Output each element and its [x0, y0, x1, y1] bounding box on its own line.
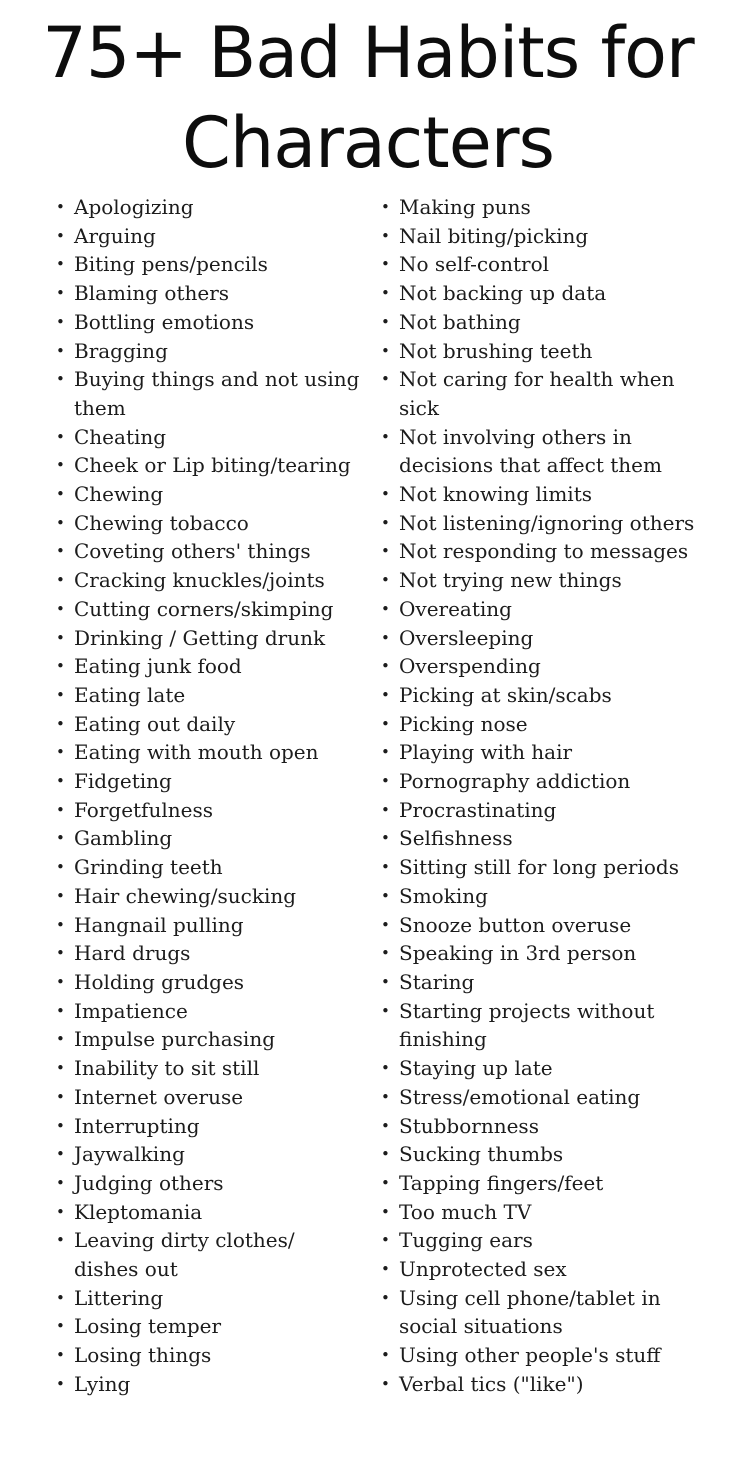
list-item-text: • Stress/emotional eating	[399, 1084, 641, 1109]
list-item	[381, 1169, 701, 1198]
list-item	[56, 968, 361, 997]
list-item-text: • Overspending	[399, 654, 541, 679]
list-item	[56, 279, 361, 308]
list-item	[56, 738, 361, 767]
list-item	[56, 595, 361, 624]
list-item	[56, 250, 361, 279]
list-item-text: • Tapping fingers/feet	[399, 1170, 604, 1195]
list-item	[381, 365, 701, 422]
list-item	[56, 681, 361, 710]
list-item-text: • Bottling emotions	[74, 309, 255, 334]
list-item	[381, 1112, 701, 1141]
list-item-text: • Impulse purchasing	[74, 1027, 275, 1052]
list-item-text: • Eating late	[74, 682, 186, 707]
list-item	[56, 1226, 361, 1283]
list-item	[381, 337, 701, 366]
list-item-text: • Not involving others in decisions that affect them	[399, 424, 662, 478]
list-item-text: • Arguing	[74, 223, 156, 248]
list-item-text: • Cheek or Lip biting/tearing	[74, 453, 351, 478]
list-item	[381, 222, 701, 251]
list-item	[381, 882, 701, 911]
list-item-text: • Buying things and not using them	[74, 367, 360, 420]
list-item	[56, 480, 361, 509]
list-item-text: • Selfishness	[399, 826, 513, 851]
list-item-text: • Eating out daily	[74, 711, 236, 736]
list-item	[381, 1083, 701, 1112]
list-item-text: • Using cell phone/tablet in social situations	[399, 1285, 661, 1339]
list-item	[56, 1025, 361, 1054]
list-item-text: • Drinking / Getting drunk	[74, 625, 326, 650]
list-item	[381, 308, 701, 337]
list-item-text: • Starting projects without finishing	[399, 998, 655, 1052]
list-item	[56, 193, 361, 222]
list-item-text: • Not caring for health when sick	[399, 367, 675, 420]
list-item	[381, 1255, 701, 1284]
list-item-text: • Snooze button overuse	[399, 912, 632, 937]
list-item	[381, 796, 701, 825]
title-line-1: 75+ Bad Habits for	[42, 12, 694, 94]
list-item	[56, 853, 361, 882]
list-item	[381, 1341, 701, 1370]
habits-list-left	[56, 193, 361, 1399]
list-item	[56, 1341, 361, 1370]
list-item	[381, 738, 701, 767]
list-item	[56, 710, 361, 739]
list-item-text: • Jaywalking	[74, 1142, 185, 1167]
list-item-text: • Gambling	[74, 826, 173, 851]
list-item-text: • Using other people's stuff	[399, 1343, 661, 1368]
list-item-text: • Making puns	[399, 195, 531, 219]
list-item	[56, 767, 361, 796]
page-title	[0, 8, 736, 188]
list-item	[56, 939, 361, 968]
list-item	[56, 652, 361, 681]
list-item	[56, 423, 361, 452]
list-item	[56, 308, 361, 337]
list-item	[381, 423, 701, 480]
list-item-text: • Tugging ears	[399, 1228, 533, 1253]
list-item-text: • Hair chewing/sucking	[74, 883, 297, 908]
list-item	[381, 710, 701, 739]
list-item-text: • Cheating	[74, 424, 167, 449]
list-item	[56, 451, 361, 480]
list-item-text: • Speaking in 3rd person	[399, 941, 637, 966]
list-item	[381, 595, 701, 624]
list-item-text: • Littering	[74, 1285, 164, 1310]
list-item-text: • Fidgeting	[74, 769, 172, 794]
list-item	[381, 624, 701, 653]
list-item-text: • Not listening/ignoring others	[399, 510, 695, 535]
list-item	[56, 1054, 361, 1083]
list-item-text: • Bragging	[74, 338, 168, 363]
list-item-text: • Coveting others' things	[74, 539, 311, 564]
list-item	[381, 939, 701, 968]
list-item-text: • Grinding teeth	[74, 855, 223, 880]
list-item	[56, 1083, 361, 1112]
list-item	[56, 824, 361, 853]
list-item	[56, 911, 361, 940]
list-item-text: • Too much TV	[399, 1199, 532, 1224]
list-item-text: • Nail biting/picking	[399, 223, 589, 248]
list-item-text: • Eating with mouth open	[74, 740, 319, 765]
list-item	[381, 853, 701, 882]
list-item	[56, 537, 361, 566]
list-item-text: • Judging others	[74, 1170, 224, 1195]
list-item	[56, 365, 361, 422]
list-item-text: • Not brushing teeth	[399, 338, 593, 363]
list-item-text: • Lying	[74, 1371, 131, 1396]
list-item-text: • Verbal tics ("like")	[399, 1371, 584, 1396]
list-item-text: • Oversleeping	[399, 625, 534, 650]
list-item	[381, 1140, 701, 1169]
list-item	[56, 1312, 361, 1341]
list-item-text: • Interrupting	[74, 1113, 200, 1138]
list-item	[56, 796, 361, 825]
list-item	[56, 1169, 361, 1198]
list-item-text: • Losing things	[74, 1343, 212, 1368]
list-item	[381, 509, 701, 538]
list-item-text: • No self-control	[399, 252, 549, 277]
list-item-text: • Holding grudges	[74, 969, 245, 994]
list-item-text: • Picking at skin/scabs	[399, 682, 612, 707]
list-item-text: • Chewing	[74, 482, 164, 507]
list-item-text: • Biting pens/pencils	[74, 252, 268, 277]
list-item	[56, 1112, 361, 1141]
list-item-text: • Leaving dirty clothes/ dishes out	[74, 1228, 295, 1282]
list-item	[381, 681, 701, 710]
list-item-text: • Sitting still for long periods	[399, 855, 679, 880]
list-item-text: • Playing with hair	[399, 740, 573, 765]
list-item-text: • Chewing tobacco	[74, 510, 249, 535]
list-item-text: • Losing temper	[74, 1314, 222, 1339]
list-item	[56, 337, 361, 366]
list-item	[381, 997, 701, 1054]
list-item-text: • Picking nose	[399, 711, 528, 736]
list-item	[381, 279, 701, 308]
list-item	[56, 509, 361, 538]
list-item-text: • Staring	[399, 969, 475, 994]
list-item	[56, 1284, 361, 1313]
list-item-text: • Eating junk food	[74, 654, 242, 679]
list-item	[381, 1284, 701, 1341]
list-item	[56, 1140, 361, 1169]
list-item	[381, 537, 701, 566]
list-item	[381, 1054, 701, 1083]
list-item	[381, 1370, 701, 1399]
list-item-text: • Procrastinating	[399, 797, 557, 822]
list-item	[381, 1226, 701, 1255]
list-item-text: • Not responding to messages	[399, 539, 689, 564]
list-item-text: • Stubbornness	[399, 1113, 539, 1138]
list-item-text: • Hard drugs	[74, 941, 191, 966]
list-item	[56, 1198, 361, 1227]
list-item	[381, 480, 701, 509]
habits-list-right	[381, 193, 701, 1399]
list-item	[56, 882, 361, 911]
list-item	[381, 652, 701, 681]
list-item-text: • Sucking thumbs	[399, 1142, 564, 1167]
list-item-text: • Not knowing limits	[399, 482, 592, 507]
list-item-text: • Staying up late	[399, 1056, 553, 1081]
list-item	[381, 193, 701, 222]
list-item	[381, 1198, 701, 1227]
list-item-text: • Cutting corners/skimping	[74, 596, 334, 621]
list-item-text: • Not backing up data	[399, 281, 607, 306]
list-item-text: • Kleptomania	[74, 1199, 203, 1224]
list-item-text: • Blaming others	[74, 281, 230, 306]
list-item-text: • Apologizing	[74, 195, 194, 219]
list-item-text: • Internet overuse	[74, 1084, 244, 1109]
list-item-text: • Not bathing	[399, 309, 521, 334]
list-item	[381, 824, 701, 853]
list-item-text: • Impatience	[74, 998, 188, 1023]
list-item	[56, 222, 361, 251]
title-line-2: Characters	[181, 102, 555, 184]
list-item	[381, 767, 701, 796]
list-item	[381, 566, 701, 595]
list-item-text: • Overeating	[399, 596, 512, 621]
list-item-text: • Smoking	[399, 883, 488, 908]
list-item-text: • Pornography addiction	[399, 769, 631, 794]
list-item-text: • Inability to sit still	[74, 1056, 260, 1081]
list-item	[381, 968, 701, 997]
list-item	[381, 250, 701, 279]
list-item-text: • Unprotected sex	[399, 1257, 567, 1282]
list-item-text: • Hangnail pulling	[74, 912, 244, 937]
list-item	[56, 997, 361, 1026]
list-item-text: • Not trying new things	[399, 568, 622, 593]
list-item-text: • Cracking knuckles/joints	[74, 568, 325, 593]
list-item	[56, 624, 361, 653]
list-item	[381, 911, 701, 940]
list-item	[56, 566, 361, 595]
list-item	[56, 1370, 361, 1399]
list-item-text: • Forgetfulness	[74, 797, 213, 822]
